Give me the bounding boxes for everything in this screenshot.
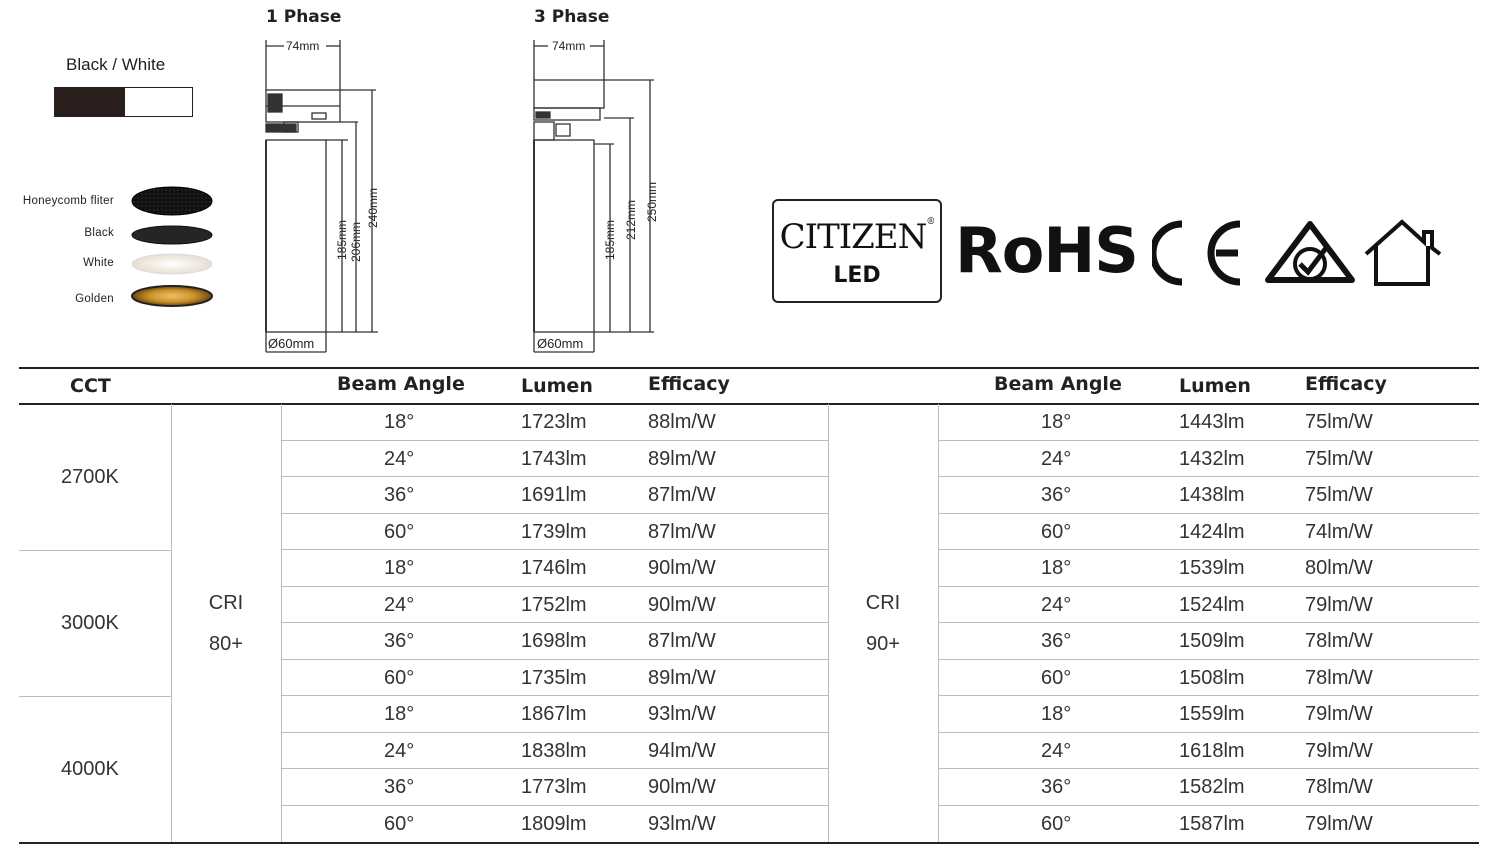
efficacy-80: 93lm/W [648, 813, 716, 835]
efficacy-80: 89lm/W [648, 667, 716, 689]
header-efficacy-80: Efficacy [648, 373, 730, 395]
beam-angle-90: 36° [1041, 776, 1072, 798]
beam-angle-80: 24° [384, 594, 415, 616]
efficacy-90: 75lm/W [1305, 411, 1373, 433]
efficacy-90: 78lm/W [1305, 776, 1373, 798]
lumen-80: 1735lm [521, 667, 587, 689]
filter-label-black: Black [84, 227, 114, 239]
lumen-90: 1508lm [1179, 667, 1245, 689]
row-separator [939, 513, 1479, 514]
drawing-1-height-a: 185mm [335, 219, 349, 260]
lumen-90: 1524lm [1179, 594, 1245, 616]
lumen-80: 1698lm [521, 630, 587, 652]
efficacy-90: 79lm/W [1305, 740, 1373, 762]
beam-angle-80: 18° [384, 557, 415, 579]
lumen-90: 1432lm [1179, 448, 1245, 470]
beam-angle-80: 60° [384, 521, 415, 543]
beam-angle-90: 60° [1041, 667, 1072, 689]
table-bottom-rule [19, 842, 1479, 844]
beam-angle-80: 36° [384, 484, 415, 506]
beam-angle-90: 36° [1041, 484, 1072, 506]
drawing-1-title: 1 Phase [266, 7, 342, 27]
efficacy-90: 79lm/W [1305, 703, 1373, 725]
efficacy-80: 90lm/W [648, 594, 716, 616]
drawing-1-height-c: 240mm [366, 187, 380, 228]
cri-90-label [828, 583, 938, 665]
row-separator [939, 476, 1479, 477]
row-separator [282, 513, 828, 514]
header-lumen-90: Lumen [1179, 375, 1251, 397]
citizen-led-logo [772, 199, 942, 303]
row-separator [939, 549, 1479, 550]
lumen-80: 1743lm [521, 448, 587, 470]
drawing-1-top-width: 74mm [286, 39, 320, 53]
drawing-2-top-width: 74mm [552, 39, 586, 53]
filter-label-white: White [83, 257, 114, 269]
divider-cri-beam [281, 404, 282, 842]
lumen-80: 1691lm [521, 484, 587, 506]
row-separator [282, 732, 828, 733]
black-swatch [55, 88, 125, 116]
drawing-2-height-b: 212mm [624, 199, 638, 240]
efficacy-90: 79lm/W [1305, 813, 1373, 835]
drawing-2-height-a: 185mm [603, 219, 617, 260]
drawing-2-bottom-width: Ø60mm [537, 336, 584, 351]
row-separator [939, 695, 1479, 696]
efficacy-90: 75lm/W [1305, 448, 1373, 470]
header-beam-angle-90: Beam Angle [994, 373, 1122, 395]
lumen-80: 1752lm [521, 594, 587, 616]
table-top-rule [19, 367, 1479, 369]
beam-angle-90: 24° [1041, 740, 1072, 762]
beam-angle-80: 60° [384, 667, 415, 689]
beam-angle-90: 36° [1041, 630, 1072, 652]
lumen-90: 1509lm [1179, 630, 1245, 652]
row-separator [939, 805, 1479, 806]
lumen-80: 1746lm [521, 557, 587, 579]
drawing-1-bottom-width: Ø60mm [268, 336, 315, 351]
cri-80-label [171, 583, 281, 665]
row-separator [939, 768, 1479, 769]
filter-label-honeycomb: Honeycomb fliter [22, 195, 114, 207]
lumen-80: 1739lm [521, 521, 587, 543]
efficacy-80: 93lm/W [648, 703, 716, 725]
row-separator [282, 440, 828, 441]
efficacy-90: 79lm/W [1305, 594, 1373, 616]
filter-icons [128, 184, 218, 314]
efficacy-80: 87lm/W [648, 484, 716, 506]
row-separator [282, 476, 828, 477]
beam-angle-80: 36° [384, 776, 415, 798]
lumen-90: 1539lm [1179, 557, 1245, 579]
drawing-1-outline [258, 40, 388, 360]
beam-angle-90: 24° [1041, 448, 1072, 470]
drawing-2-title: 3 Phase [534, 7, 610, 27]
row-separator [939, 659, 1479, 660]
cri-80-value: 80+ [209, 633, 243, 655]
row-separator [282, 622, 828, 623]
cct-separator-2 [19, 696, 171, 697]
cri-90-word: CRI [865, 592, 901, 614]
finish-title: Black / White [66, 55, 166, 74]
lumen-90: 1618lm [1179, 740, 1245, 762]
row-separator [939, 440, 1479, 441]
lumen-90: 1582lm [1179, 776, 1245, 798]
cri-80-word: CRI [208, 592, 244, 614]
row-separator [282, 805, 828, 806]
house-icon [1362, 218, 1446, 290]
beam-angle-90: 18° [1041, 411, 1072, 433]
header-cct: CCT [70, 375, 111, 397]
rohs-logo: RoHS [955, 214, 1138, 287]
cri-90-value: 90+ [866, 633, 900, 655]
beam-angle-80: 24° [384, 448, 415, 470]
efficacy-90: 74lm/W [1305, 521, 1373, 543]
lumen-90: 1443lm [1179, 411, 1245, 433]
cct-3000k: 3000K [61, 612, 119, 634]
row-separator [939, 622, 1479, 623]
lumen-90: 1587lm [1179, 813, 1245, 835]
white-swatch [125, 88, 192, 116]
lumen-90: 1438lm [1179, 484, 1245, 506]
lumen-80: 1838lm [521, 740, 587, 762]
beam-angle-90: 24° [1041, 594, 1072, 616]
citizen-led-text: LED [833, 263, 881, 288]
row-separator [939, 732, 1479, 733]
beam-angle-80: 18° [384, 411, 415, 433]
drawing-2-height-c: 250mm [645, 181, 659, 222]
divider-cri90-beam [938, 404, 939, 842]
beam-angle-80: 36° [384, 630, 415, 652]
efficacy-90: 78lm/W [1305, 667, 1373, 689]
drawing-1-height-b: 206mm [349, 221, 363, 262]
efficacy-90: 78lm/W [1305, 630, 1373, 652]
citizen-wordmark: CITIZEN [779, 217, 927, 257]
cct-4000k: 4000K [61, 758, 119, 780]
lumen-80: 1723lm [521, 411, 587, 433]
beam-angle-80: 18° [384, 703, 415, 725]
white-reflector-icon [132, 254, 212, 274]
efficacy-80: 89lm/W [648, 448, 716, 470]
beam-angle-90: 18° [1041, 557, 1072, 579]
lumen-80: 1773lm [521, 776, 587, 798]
golden-reflector-icon [132, 286, 212, 306]
filter-label-golden: Golden [75, 293, 114, 305]
beam-angle-90: 60° [1041, 813, 1072, 835]
beam-angle-90: 18° [1041, 703, 1072, 725]
cct-2700k: 2700K [61, 466, 119, 488]
efficacy-90: 75lm/W [1305, 484, 1373, 506]
lumen-90: 1559lm [1179, 703, 1245, 725]
header-lumen-80: Lumen [521, 375, 593, 397]
lumen-80: 1809lm [521, 813, 587, 835]
efficacy-80: 88lm/W [648, 411, 716, 433]
black-reflector-icon [132, 226, 212, 244]
efficacy-80: 94lm/W [648, 740, 716, 762]
row-separator [282, 586, 828, 587]
cct-separator-1 [19, 550, 171, 551]
row-separator [282, 768, 828, 769]
efficacy-80: 90lm/W [648, 557, 716, 579]
beam-angle-80: 24° [384, 740, 415, 762]
registered-mark: ® [926, 217, 935, 227]
header-efficacy-90: Efficacy [1305, 373, 1387, 395]
beam-angle-90: 60° [1041, 521, 1072, 543]
table-header-rule [19, 403, 1479, 405]
efficacy-90: 80lm/W [1305, 557, 1373, 579]
row-separator [282, 659, 828, 660]
row-separator [282, 549, 828, 550]
row-separator [939, 586, 1479, 587]
efficacy-80: 87lm/W [648, 521, 716, 543]
lumen-80: 1867lm [521, 703, 587, 725]
finish-swatch [54, 87, 193, 117]
rcm-mark-icon [1262, 218, 1358, 290]
beam-angle-80: 60° [384, 813, 415, 835]
honeycomb-filter-icon [132, 187, 212, 215]
header-beam-angle-80: Beam Angle [337, 373, 465, 395]
lumen-90: 1424lm [1179, 521, 1245, 543]
drawing-2-outline [526, 40, 661, 360]
ce-mark-icon [1152, 218, 1248, 288]
efficacy-80: 90lm/W [648, 776, 716, 798]
row-separator [282, 695, 828, 696]
efficacy-80: 87lm/W [648, 630, 716, 652]
